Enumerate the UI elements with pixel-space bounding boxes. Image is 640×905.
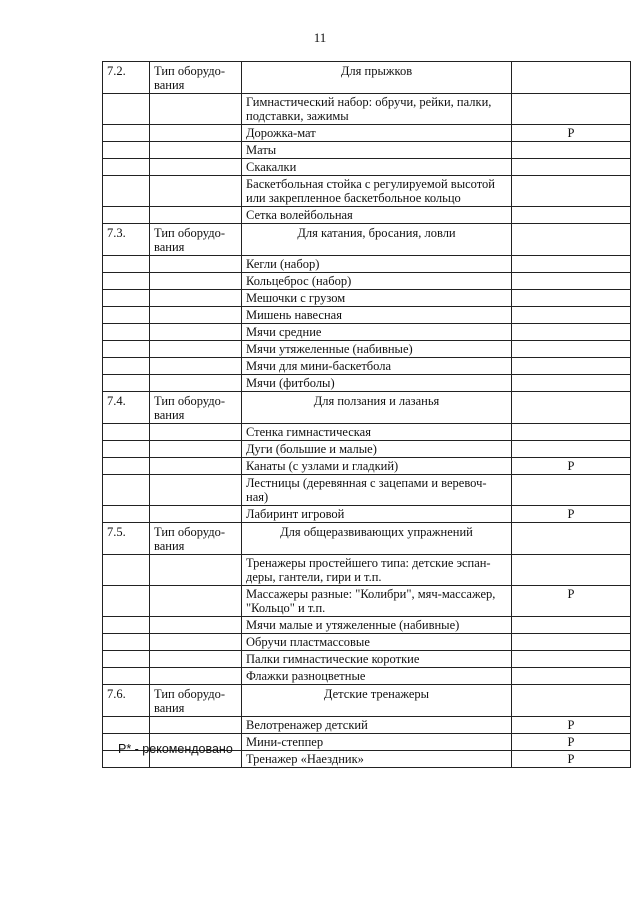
recommendation-mark <box>512 475 631 506</box>
table-row <box>103 207 631 224</box>
recommendation-mark <box>512 617 631 634</box>
section-mark-cell <box>512 523 631 555</box>
section-number: 7.5. <box>103 523 150 555</box>
empty-cell <box>103 475 150 506</box>
section-type-label: Тип оборудо-вания <box>150 392 242 424</box>
table-row <box>103 586 631 617</box>
equipment-name: Обручи пластмассовые <box>242 634 512 651</box>
empty-cell <box>150 717 242 734</box>
empty-cell <box>103 458 150 475</box>
empty-cell <box>150 586 242 617</box>
empty-cell <box>103 651 150 668</box>
recommendation-mark: Р <box>512 751 631 768</box>
empty-cell <box>103 424 150 441</box>
empty-cell <box>103 634 150 651</box>
empty-cell <box>103 441 150 458</box>
equipment-name: Тренажер «Наездник» <box>242 751 512 768</box>
empty-cell <box>150 290 242 307</box>
section-header-row <box>103 523 631 555</box>
table-row <box>103 273 631 290</box>
equipment-table-body <box>103 62 631 768</box>
section-header-row <box>103 392 631 424</box>
recommendation-mark <box>512 555 631 586</box>
empty-cell <box>150 358 242 375</box>
empty-cell <box>150 424 242 441</box>
equipment-name: Массажеры разные: "Колибри", мяч-массажер, "Кольцо" и т.п. <box>242 586 512 617</box>
empty-cell <box>103 668 150 685</box>
table-row <box>103 256 631 273</box>
section-type-label: Тип оборудо-вания <box>150 224 242 256</box>
section-mark-cell <box>512 62 631 94</box>
section-title: Детские тренажеры <box>242 685 512 717</box>
table-row <box>103 506 631 523</box>
section-mark-cell <box>512 685 631 717</box>
table-row <box>103 424 631 441</box>
empty-cell <box>103 506 150 523</box>
equipment-name: Мячи утяжеленные (набивные) <box>242 341 512 358</box>
section-title: Для ползания и лазанья <box>242 392 512 424</box>
table-row <box>103 125 631 142</box>
equipment-name: Лестницы (деревянная с зацепами и веревоч-ная) <box>242 475 512 506</box>
recommendation-mark <box>512 142 631 159</box>
empty-cell <box>150 176 242 207</box>
empty-cell <box>150 142 242 159</box>
table-row <box>103 668 631 685</box>
section-header-row <box>103 685 631 717</box>
equipment-name: Флажки разноцветные <box>242 668 512 685</box>
equipment-name: Маты <box>242 142 512 159</box>
recommendation-mark <box>512 159 631 176</box>
recommendation-mark <box>512 341 631 358</box>
table-row <box>103 324 631 341</box>
empty-cell <box>103 586 150 617</box>
section-title: Для прыжков <box>242 62 512 94</box>
empty-cell <box>103 125 150 142</box>
empty-cell <box>103 290 150 307</box>
empty-cell <box>103 324 150 341</box>
empty-cell <box>150 94 242 125</box>
empty-cell <box>103 341 150 358</box>
empty-cell <box>103 717 150 734</box>
section-type-label: Тип оборудо-вания <box>150 685 242 717</box>
table-row <box>103 617 631 634</box>
equipment-name: Мячи для мини-баскетбола <box>242 358 512 375</box>
empty-cell <box>103 256 150 273</box>
equipment-name: Сетка волейбольная <box>242 207 512 224</box>
footnote: Р* - рекомендовано <box>118 742 233 756</box>
empty-cell <box>150 207 242 224</box>
section-header-row <box>103 224 631 256</box>
recommendation-mark <box>512 176 631 207</box>
section-number: 7.6. <box>103 685 150 717</box>
table-row <box>103 717 631 734</box>
empty-cell <box>150 273 242 290</box>
empty-cell <box>150 555 242 586</box>
recommendation-mark <box>512 94 631 125</box>
empty-cell <box>103 307 150 324</box>
recommendation-mark <box>512 273 631 290</box>
equipment-name: Стенка гимнастическая <box>242 424 512 441</box>
section-header-row <box>103 62 631 94</box>
empty-cell <box>150 307 242 324</box>
equipment-name: Палки гимнастические короткие <box>242 651 512 668</box>
recommendation-mark: Р <box>512 717 631 734</box>
empty-cell <box>103 94 150 125</box>
table-row <box>103 307 631 324</box>
empty-cell <box>150 651 242 668</box>
empty-cell <box>103 176 150 207</box>
empty-cell <box>103 617 150 634</box>
equipment-name: Мячи малые и утяжеленные (набивные) <box>242 617 512 634</box>
recommendation-mark: Р <box>512 586 631 617</box>
empty-cell <box>103 273 150 290</box>
section-number: 7.4. <box>103 392 150 424</box>
empty-cell <box>150 375 242 392</box>
table-row <box>103 375 631 392</box>
empty-cell <box>150 458 242 475</box>
table-row <box>103 94 631 125</box>
table-row <box>103 458 631 475</box>
empty-cell <box>103 159 150 176</box>
empty-cell <box>150 256 242 273</box>
empty-cell <box>150 617 242 634</box>
equipment-table <box>102 61 631 768</box>
section-type-label: Тип оборудо-вания <box>150 523 242 555</box>
table-row <box>103 341 631 358</box>
recommendation-mark: Р <box>512 734 631 751</box>
equipment-name: Дуги (большие и малые) <box>242 441 512 458</box>
recommendation-mark: Р <box>512 458 631 475</box>
table-row <box>103 290 631 307</box>
equipment-name: Баскетбольная стойка с регулируемой высотой или закрепленное баскетбольное кольцо <box>242 176 512 207</box>
table-row <box>103 159 631 176</box>
empty-cell <box>150 324 242 341</box>
section-number: 7.2. <box>103 62 150 94</box>
equipment-name: Гимнастический набор: обручи, рейки, палки, подставки, зажимы <box>242 94 512 125</box>
empty-cell <box>150 475 242 506</box>
recommendation-mark: Р <box>512 125 631 142</box>
section-title: Для общеразвивающих упражнений <box>242 523 512 555</box>
page-number: 11 <box>313 30 327 45</box>
equipment-name: Кегли (набор) <box>242 256 512 273</box>
recommendation-mark <box>512 668 631 685</box>
equipment-name: Кольцеброс (набор) <box>242 273 512 290</box>
recommendation-mark <box>512 358 631 375</box>
empty-cell <box>103 375 150 392</box>
recommendation-mark: Р <box>512 506 631 523</box>
empty-cell <box>150 125 242 142</box>
empty-cell <box>103 207 150 224</box>
table-row <box>103 475 631 506</box>
empty-cell <box>150 441 242 458</box>
section-mark-cell <box>512 224 631 256</box>
table-row <box>103 176 631 207</box>
section-mark-cell <box>512 392 631 424</box>
equipment-name: Велотренажер детский <box>242 717 512 734</box>
empty-cell <box>150 506 242 523</box>
section-type-label: Тип оборудо-вания <box>150 62 242 94</box>
table-row <box>103 634 631 651</box>
section-number: 7.3. <box>103 224 150 256</box>
equipment-name: Мячи (фитболы) <box>242 375 512 392</box>
empty-cell <box>150 341 242 358</box>
equipment-name: Дорожка-мат <box>242 125 512 142</box>
equipment-name: Канаты (с узлами и гладкий) <box>242 458 512 475</box>
empty-cell <box>150 634 242 651</box>
equipment-name: Скакалки <box>242 159 512 176</box>
equipment-name: Тренажеры простейшего типа: детские эспан-деры, гантели, гири и т.п. <box>242 555 512 586</box>
recommendation-mark <box>512 290 631 307</box>
recommendation-mark <box>512 324 631 341</box>
recommendation-mark <box>512 307 631 324</box>
recommendation-mark <box>512 375 631 392</box>
section-title: Для катания, бросания, ловли <box>242 224 512 256</box>
table-row <box>103 651 631 668</box>
empty-cell <box>103 142 150 159</box>
recommendation-mark <box>512 256 631 273</box>
empty-cell <box>103 555 150 586</box>
empty-cell <box>150 668 242 685</box>
equipment-name: Мешочки с грузом <box>242 290 512 307</box>
empty-cell <box>150 159 242 176</box>
recommendation-mark <box>512 441 631 458</box>
recommendation-mark <box>512 207 631 224</box>
equipment-name: Мини-степпер <box>242 734 512 751</box>
recommendation-mark <box>512 424 631 441</box>
recommendation-mark <box>512 634 631 651</box>
table-row <box>103 441 631 458</box>
table-row <box>103 358 631 375</box>
equipment-name: Мишень навесная <box>242 307 512 324</box>
equipment-name: Лабиринт игровой <box>242 506 512 523</box>
empty-cell <box>103 358 150 375</box>
table-row <box>103 142 631 159</box>
equipment-name: Мячи средние <box>242 324 512 341</box>
table-row <box>103 555 631 586</box>
recommendation-mark <box>512 651 631 668</box>
